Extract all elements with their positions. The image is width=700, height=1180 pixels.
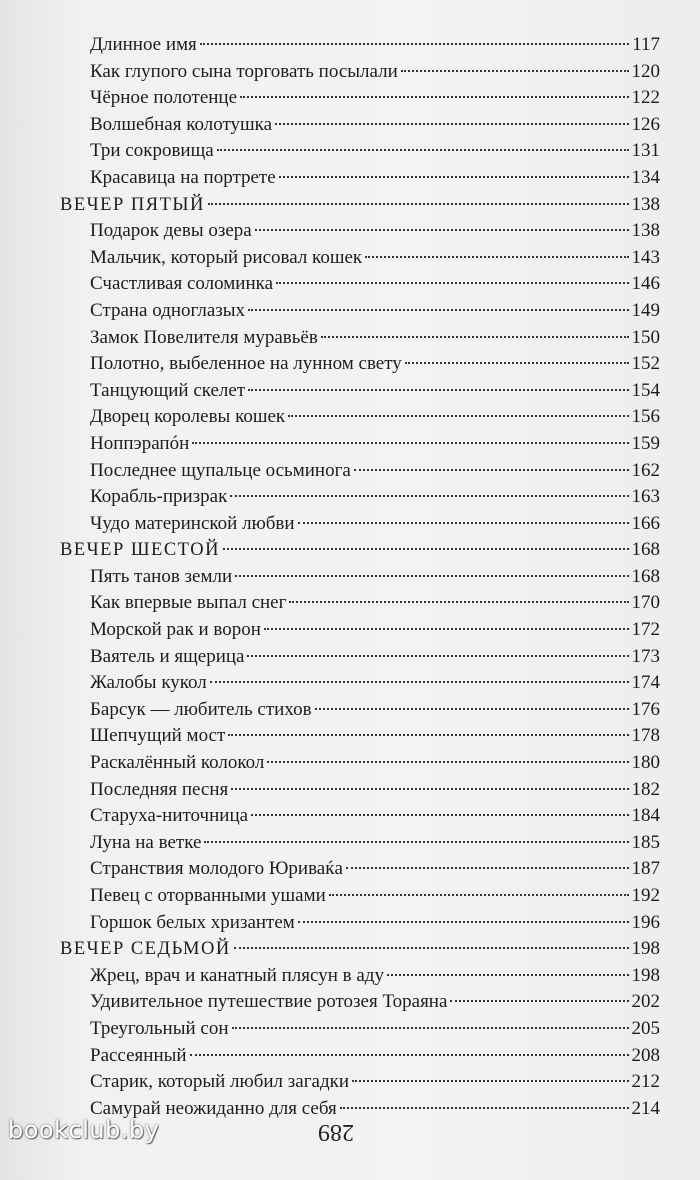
toc-entry-title: Подарок девы озера xyxy=(90,220,252,242)
toc-entry xyxy=(60,697,660,724)
toc-entry-page: 162 xyxy=(631,459,660,481)
toc-entry-page: 182 xyxy=(631,778,660,800)
dot-leader xyxy=(251,814,628,816)
toc-entry-title: Жалобы кукол xyxy=(90,672,207,694)
toc-entry xyxy=(60,777,660,804)
toc-entry xyxy=(60,59,660,86)
toc-entry-title: Морской рак и ворон xyxy=(90,619,261,641)
toc-entry-title: Рассеянный xyxy=(90,1044,187,1066)
dot-leader xyxy=(208,203,629,205)
toc-entry-page: 202 xyxy=(631,991,660,1013)
toc-entry-title: Красавица на портрете xyxy=(90,166,276,188)
toc-entry-page: 154 xyxy=(631,379,660,401)
toc-entry xyxy=(60,856,660,883)
dot-leader xyxy=(223,548,629,550)
toc-entry-title: Пять танов земли xyxy=(90,565,233,587)
toc-entry-title: Последнее щупальце осьминога xyxy=(90,459,351,481)
dot-leader xyxy=(200,43,629,45)
toc-entry-title: ВЕЧЕР ПЯТЫЙ xyxy=(60,194,205,215)
dot-leader xyxy=(387,974,629,976)
dot-leader xyxy=(340,1107,629,1109)
toc-entry-title: Раскалённый колокол xyxy=(90,752,265,774)
toc-entry-page: 212 xyxy=(631,1071,660,1093)
dot-leader xyxy=(230,495,628,497)
toc-entry-title: Ноппэрапóн xyxy=(90,432,190,454)
toc-entry xyxy=(60,351,660,378)
toc-entry-title: Горшок белых хризантем xyxy=(90,911,295,933)
toc-entry-page: 150 xyxy=(631,326,660,348)
toc-entry-page: 172 xyxy=(631,619,660,641)
toc-entry-page: 198 xyxy=(631,938,660,960)
dot-leader xyxy=(276,282,628,284)
toc-section-heading xyxy=(60,537,660,564)
toc-entry-page: 163 xyxy=(631,486,660,508)
toc-entry xyxy=(60,1069,660,1096)
dot-leader xyxy=(346,867,629,869)
toc-entry xyxy=(60,564,660,591)
toc-entry-page: 187 xyxy=(631,858,660,880)
watermark: bookclub.by xyxy=(8,1116,160,1144)
toc-entry-title: Треугольный сон xyxy=(90,1017,229,1039)
dot-leader xyxy=(248,309,628,311)
dot-leader xyxy=(405,362,629,364)
toc-entry-title: Страна одноглазых xyxy=(90,299,246,321)
toc-entry-title: Как глупого сына торговать посылали xyxy=(90,60,398,82)
toc-entry-page: 208 xyxy=(631,1044,660,1066)
dot-leader xyxy=(315,708,629,710)
toc-entry xyxy=(60,883,660,910)
page-number: 289 xyxy=(318,1119,354,1145)
toc-entry xyxy=(60,590,660,617)
toc-entry-page: 152 xyxy=(631,353,660,375)
toc-entry xyxy=(60,484,660,511)
toc-entry-page: 143 xyxy=(631,246,660,268)
dot-leader xyxy=(267,761,628,763)
toc-entry-page: 117 xyxy=(632,34,660,55)
toc-entry-page: 168 xyxy=(631,565,660,587)
toc-entry xyxy=(60,431,660,458)
toc-entry-page: 122 xyxy=(631,87,660,109)
toc-entry xyxy=(60,138,660,165)
toc-entry-page: 176 xyxy=(631,698,660,720)
toc-entry-page: 170 xyxy=(631,592,660,614)
toc-entry-page: 196 xyxy=(631,911,660,933)
toc-entry xyxy=(60,910,660,937)
dot-leader xyxy=(235,575,628,577)
toc-entry xyxy=(60,245,660,272)
dot-leader xyxy=(298,921,629,923)
dot-leader xyxy=(365,256,628,258)
toc-entry xyxy=(60,750,660,777)
toc-entry-title: Самурай неожиданно для себя xyxy=(90,1097,337,1119)
dot-leader xyxy=(234,947,629,949)
toc-entry-page: 174 xyxy=(631,672,660,694)
toc-entry-page: 166 xyxy=(631,512,660,534)
toc-section-heading xyxy=(60,936,660,963)
toc-entry-page: 214 xyxy=(631,1097,660,1119)
toc-entry-title: Как впервые выпал снег xyxy=(90,592,287,614)
dot-leader xyxy=(275,123,628,125)
toc-entry-page: 180 xyxy=(631,752,660,774)
toc-entry-title: Удивительное путешествие ротозея Тораяна xyxy=(90,991,448,1013)
toc-entry-page: 173 xyxy=(631,645,660,667)
toc-entry-title: ВЕЧЕР СЕДЬМОЙ xyxy=(60,939,231,960)
dot-leader xyxy=(204,841,628,843)
dot-leader xyxy=(354,469,629,471)
toc-entry-title: Чёрное полотенце xyxy=(90,87,238,109)
toc-entry xyxy=(60,830,660,857)
toc-entry-page: 198 xyxy=(631,964,660,986)
toc-entry xyxy=(60,32,660,59)
dot-leader xyxy=(192,442,628,444)
toc-entry-title: Певец с оторванными ушами xyxy=(90,885,326,906)
toc-entry-page: 184 xyxy=(631,805,660,827)
toc-entry-title: Полотно, выбеленное на лунном свету xyxy=(90,353,402,375)
dot-leader xyxy=(264,628,629,630)
toc-entry xyxy=(60,963,660,990)
dot-leader xyxy=(231,788,628,790)
toc-entry-page: 126 xyxy=(631,113,660,135)
toc-entry-page: 146 xyxy=(631,273,660,295)
toc-entry xyxy=(60,85,660,112)
toc-entry xyxy=(60,644,660,671)
dot-leader xyxy=(248,389,628,391)
toc-entry xyxy=(60,404,660,431)
toc-entry-title: ВЕЧЕР ШЕСТОЙ xyxy=(60,540,220,561)
toc-entry-title: Старуха-ниточница xyxy=(90,805,249,827)
toc-entry xyxy=(60,218,660,245)
dot-leader xyxy=(288,415,628,417)
toc-entry xyxy=(60,112,660,139)
toc-entry-title: Замок Повелителя муравьёв xyxy=(90,326,318,348)
table-of-contents xyxy=(60,32,660,1122)
toc-entry-title: Жрец, врач и канатный плясун в аду xyxy=(90,964,384,986)
toc-entry xyxy=(60,989,660,1016)
toc-entry-page: 138 xyxy=(631,193,660,215)
dot-leader xyxy=(247,655,628,657)
toc-entry-page: 156 xyxy=(631,406,660,428)
dot-leader xyxy=(401,70,629,72)
toc-entry xyxy=(60,670,660,697)
toc-entry-page: 168 xyxy=(631,539,660,561)
toc-entry xyxy=(60,723,660,750)
dot-leader xyxy=(289,601,628,603)
toc-entry-title: Танцующий скелет xyxy=(90,379,246,401)
dot-leader xyxy=(217,149,629,151)
toc-entry-title: Дворец королевы кошек xyxy=(90,406,286,428)
dot-leader xyxy=(279,176,629,178)
toc-entry-title: Ваятель и ящерица xyxy=(90,645,245,667)
toc-entry-title: Барсук — любитель стихов xyxy=(90,698,312,720)
toc-entry xyxy=(60,165,660,192)
toc-entry-title: Старик, который любил загадки xyxy=(90,1071,350,1093)
dot-leader xyxy=(298,522,629,524)
dot-leader xyxy=(210,681,629,683)
dot-leader xyxy=(450,1000,628,1002)
dot-leader xyxy=(329,894,629,896)
toc-entry xyxy=(60,458,660,485)
toc-entry xyxy=(60,325,660,352)
toc-entry-title: Длинное имя xyxy=(90,34,197,55)
toc-section-heading xyxy=(60,192,660,219)
toc-entry-title: Три сокровища xyxy=(90,140,214,162)
toc-entry-page: 138 xyxy=(631,220,660,242)
toc-entry xyxy=(60,378,660,405)
toc-entry-title: Последняя песня xyxy=(90,778,229,800)
toc-entry xyxy=(60,1043,660,1070)
toc-entry-page: 205 xyxy=(631,1017,660,1039)
toc-entry-title: Странствия молодого Юриваќа xyxy=(90,858,343,880)
toc-entry-page: 185 xyxy=(631,831,660,853)
toc-entry xyxy=(60,617,660,644)
toc-entry-title: Шепчущий мост xyxy=(90,725,226,747)
toc-entry xyxy=(60,1016,660,1043)
toc-entry-title: Мальчик, который рисовал кошек xyxy=(90,246,363,268)
toc-entry-title: Чудо материнской любви xyxy=(90,512,295,534)
toc-entry xyxy=(60,271,660,298)
dot-leader xyxy=(228,734,628,736)
toc-entry-page: 159 xyxy=(631,432,660,454)
toc-entry-page: 131 xyxy=(631,140,660,162)
toc-entry-page: 178 xyxy=(631,725,660,747)
dot-leader xyxy=(232,1027,629,1029)
toc-entry-page: 134 xyxy=(631,166,660,188)
toc-entry xyxy=(60,298,660,325)
dot-leader xyxy=(255,229,629,231)
toc-entry xyxy=(60,511,660,538)
dot-leader xyxy=(190,1054,629,1056)
toc-entry-title: Корабль-призрак xyxy=(90,486,228,508)
toc-entry-page: 192 xyxy=(631,885,660,906)
toc-entry-title: Луна на ветке xyxy=(90,831,202,853)
toc-entry-page: 120 xyxy=(631,60,660,82)
dot-leader xyxy=(352,1080,628,1082)
toc-entry-title: Счастливая соломинка xyxy=(90,273,274,295)
toc-entry xyxy=(60,803,660,830)
dot-leader xyxy=(321,336,629,338)
toc-entry-page: 149 xyxy=(631,299,660,321)
toc-entry-title: Волшебная колотушка xyxy=(90,113,273,135)
dot-leader xyxy=(240,96,628,98)
